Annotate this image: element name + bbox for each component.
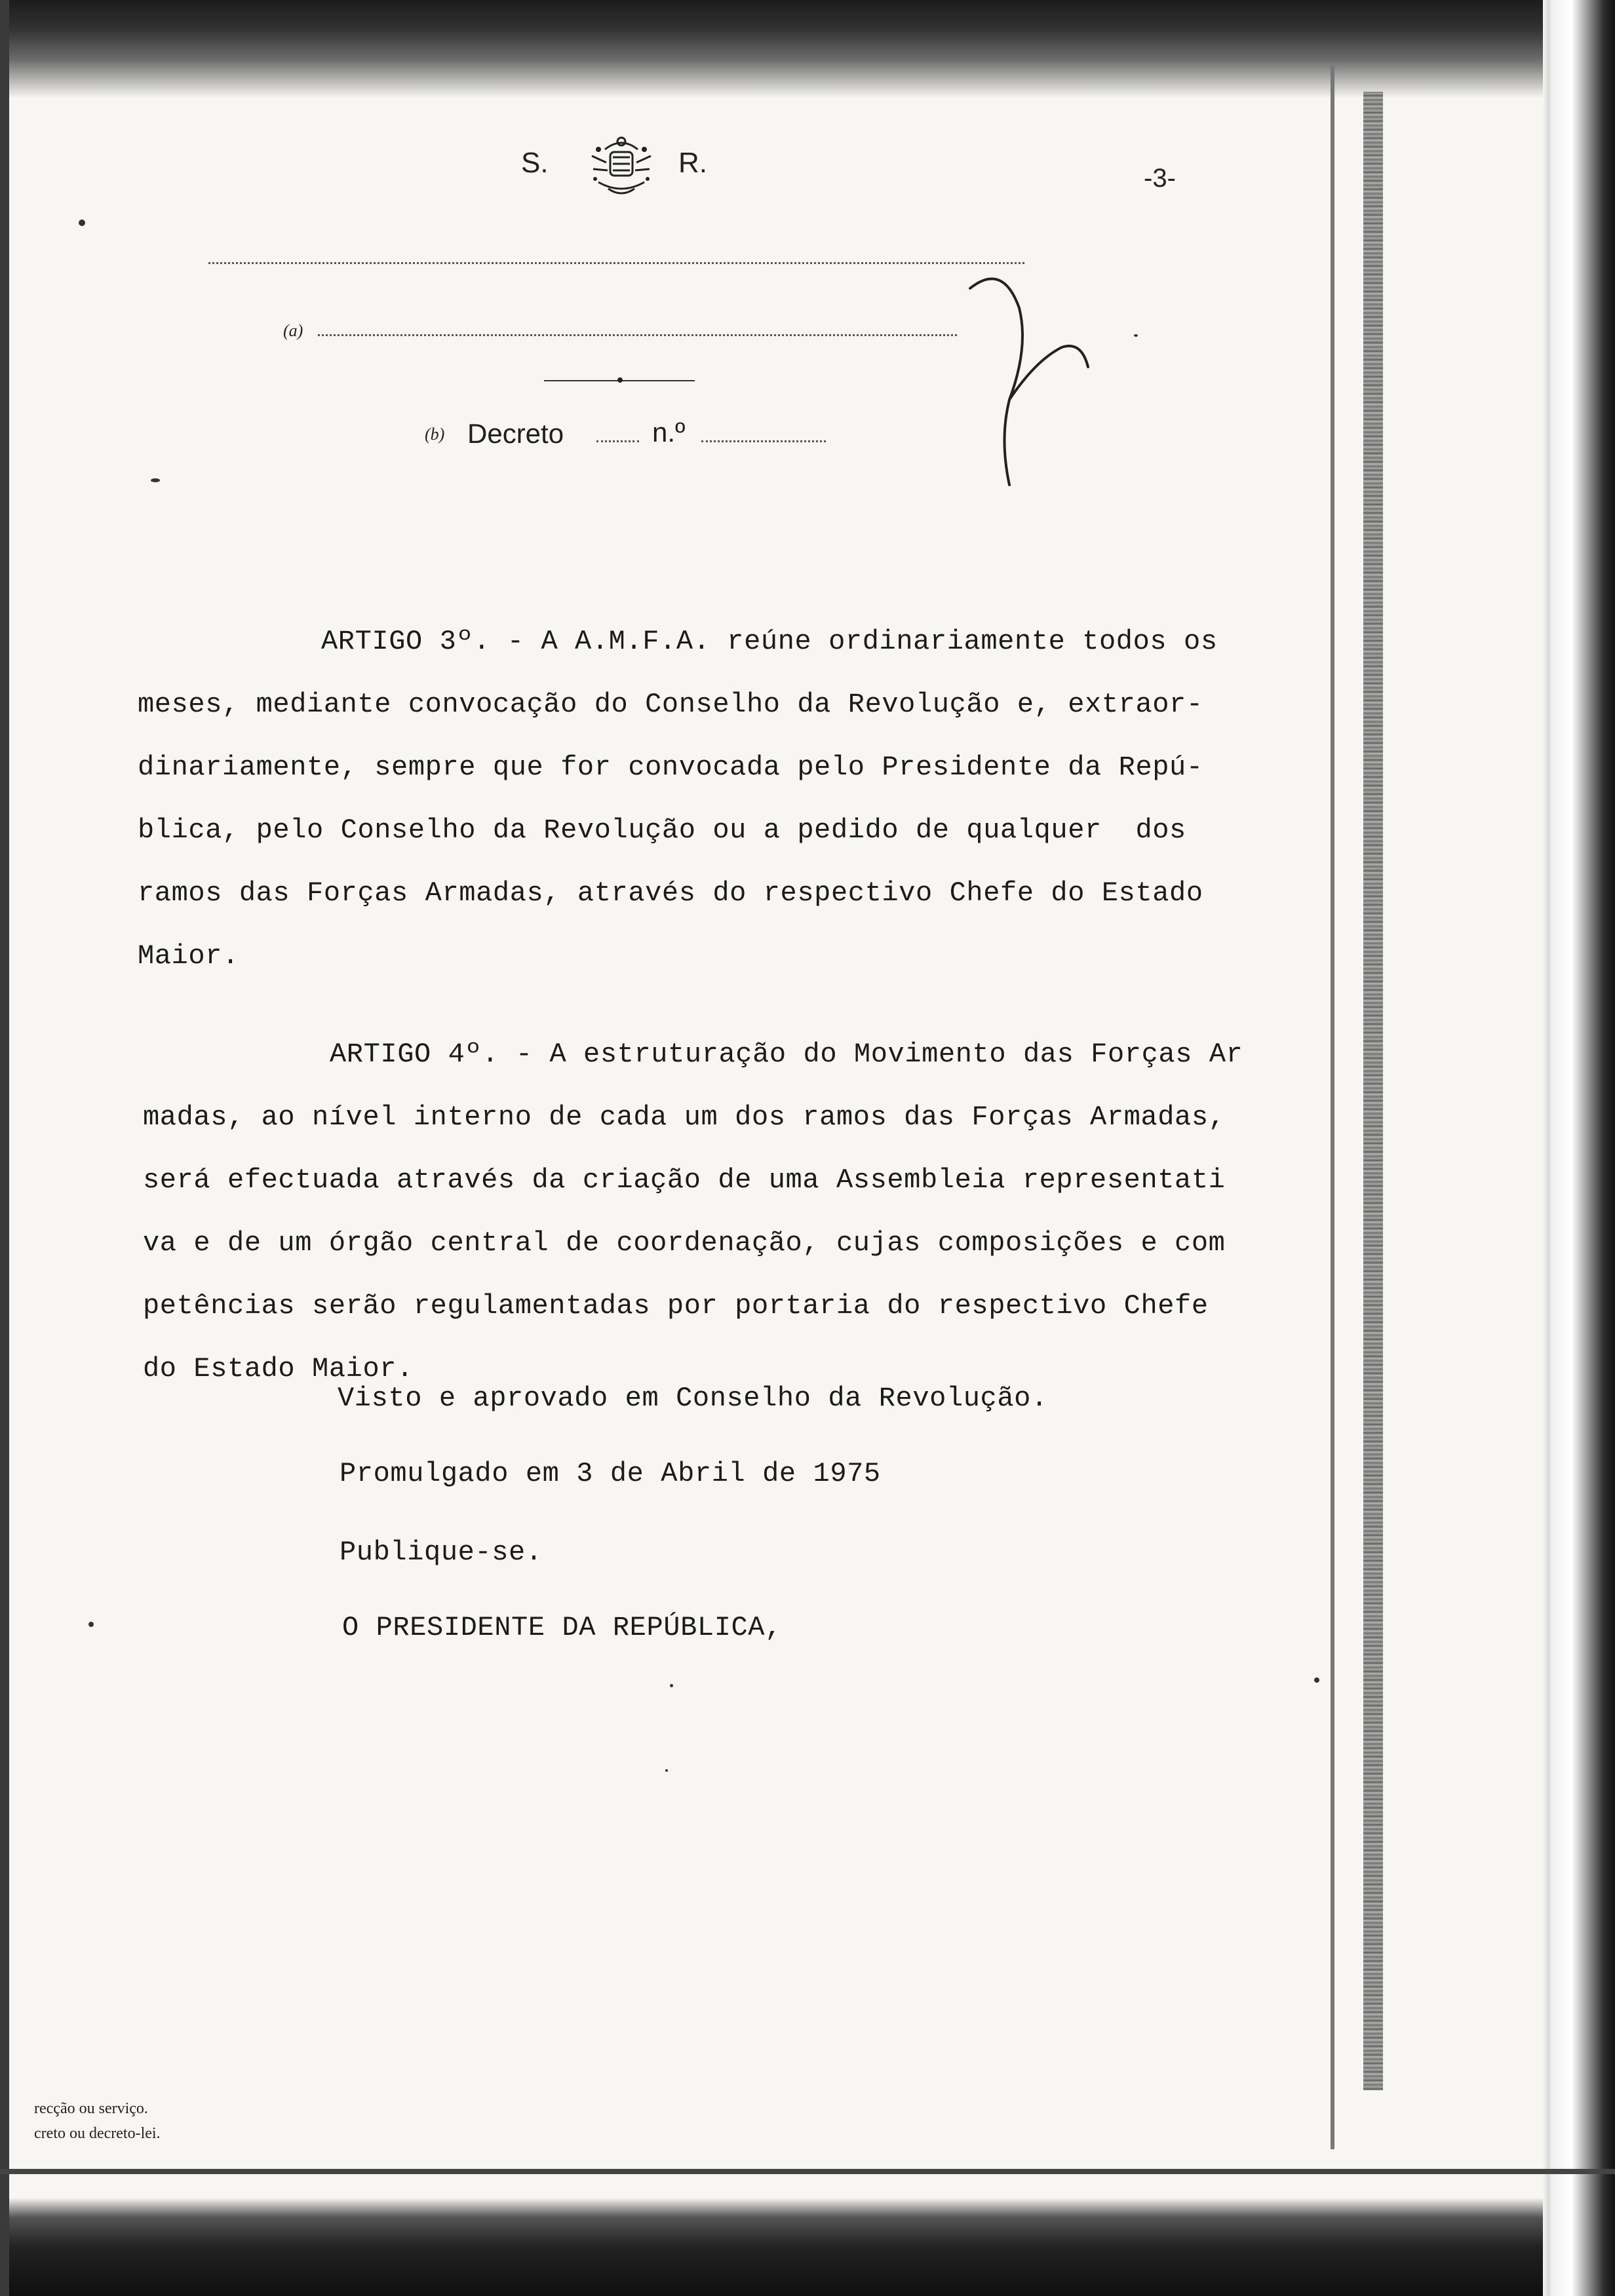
coat-of-arms-icon xyxy=(579,130,664,202)
closing-presidente: O PRESIDENTE DA REPÚBLICA, xyxy=(342,1612,782,1643)
closing-visto: Visto e aprovado em Conselho da Revolução. xyxy=(338,1383,1048,1414)
scan-speck xyxy=(665,1769,668,1772)
scan-noise-strip xyxy=(1363,92,1383,2090)
scan-speck xyxy=(1134,334,1138,337)
artigo-4-line: madas, ao nível interno de cada um dos ramos das Forças Armadas, xyxy=(143,1101,1226,1133)
page-fold-line xyxy=(1331,66,1334,2149)
footnote-line-1: recção ou serviço. xyxy=(34,2100,148,2117)
page-number: -3- xyxy=(1144,164,1176,193)
handwritten-mark xyxy=(963,269,1108,491)
scan-edge-left xyxy=(0,0,9,2296)
scan-speck xyxy=(88,1622,94,1627)
footnote-line-2: creto ou decreto-lei. xyxy=(34,2125,161,2142)
decreto-number-line xyxy=(596,440,639,442)
artigo-4-line: petências serão regulamentadas por portaria do respectivo Chefe xyxy=(143,1290,1209,1322)
artigo-3-line: blica, pelo Conselho da Revolução ou a pedido de qualquer dos xyxy=(138,814,1186,846)
artigo-3-line: Maior. xyxy=(138,940,239,972)
artigo-3-line: ramos das Forças Armadas, através do respectivo Chefe do Estado xyxy=(138,877,1203,909)
scan-speck xyxy=(151,478,160,482)
page-bottom-edge xyxy=(0,2169,1615,2174)
scan-edge-bottom xyxy=(0,2198,1615,2296)
form-label-a: (a) xyxy=(283,321,303,340)
scan-speck xyxy=(1314,1677,1319,1683)
form-line-a xyxy=(318,334,957,336)
form-label-b: (b) xyxy=(425,425,445,444)
artigo-3-line: meses, mediante convocação do Conselho da Revolução e, extraor- xyxy=(138,689,1203,720)
form-top-line xyxy=(208,262,1024,264)
artigo-3-line: ARTIGO 3º. - A A.M.F.A. reúne ordinariamente todos os xyxy=(321,626,1218,657)
numero-label: n.º xyxy=(652,417,686,448)
artigo-4-line: ARTIGO 4º. - A estruturação do Movimento das Forças Ar xyxy=(330,1039,1243,1070)
scan-edge-right xyxy=(1543,0,1615,2296)
separator-dot xyxy=(617,377,623,383)
artigo-4-line: será efectuada através da criação de uma Assembleia representati xyxy=(143,1164,1226,1196)
crest-letter-r: R. xyxy=(678,147,707,179)
crest-letter-s: S. xyxy=(521,147,549,179)
letterhead-crest xyxy=(521,130,954,208)
closing-publique: Publique-se. xyxy=(340,1537,543,1568)
numero-line xyxy=(701,440,826,442)
artigo-4-paragraph xyxy=(143,960,1243,1526)
decreto-label: Decreto xyxy=(467,418,564,449)
closing-promulgado: Promulgado em 3 de Abril de 1975 xyxy=(340,1458,881,1489)
scan-speck xyxy=(670,1684,673,1687)
artigo-4-line: do Estado Maior. xyxy=(143,1353,414,1385)
artigo-4-line: va e de um órgão central de coordenação, cujas composições e com xyxy=(143,1227,1226,1259)
scan-edge-top xyxy=(0,0,1615,98)
scan-speck xyxy=(79,220,85,226)
artigo-3-line: dinariamente, sempre que for convocada pelo Presidente da Repú- xyxy=(138,752,1203,783)
